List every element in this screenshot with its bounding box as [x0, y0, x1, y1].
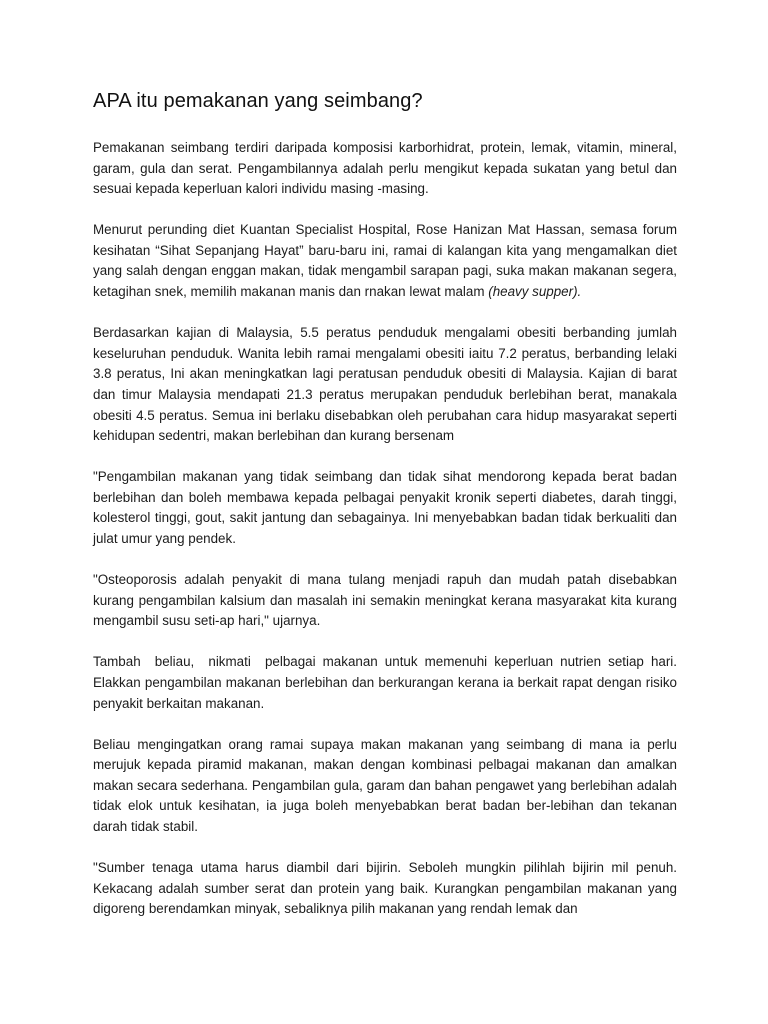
- paragraph-8: "Sumber tenaga utama harus diambil dari bijirin. Seboleh mungkin pilihlah bijirin mil penuh. Kekacang adalah sumber serat dan protein yang baik. Kurangkan pengambilan makanan yang digoreng berendamkan minyak, sebaliknya pilih makanan yang rendah lemak dan: [93, 860, 677, 917]
- paragraph-2: [93, 220, 677, 302]
- paragraph-1: Pemakanan seimbang terdiri daripada komposisi karborhidrat, protein, lemak, vitamin, mineral, garam, gula dan serat. Pengambilannya adalah perlu mengikut kepada sukatan yang betul dan sesuai kepada keperluan kalori individu masing -masing.: [93, 140, 677, 197]
- paragraph-5: "Osteoporosis adalah penyakit di mana tulang menjadi rapuh dan mudah patah disebabkan kurang pengambilan kalsium dan masalah ini semakin meningkat kerana masyarakat kita kurang mengambil susu seti-ap hari," ujarnya.: [93, 572, 677, 629]
- paragraph-2-text: Menurut perunding diet Kuantan Specialist Hospital, Rose Hanizan Mat Hassan, semasa forum kesihatan “Sihat Sepanjang Hayat” baru-baru ini, ramai di kalangan kita yang mengamalkan diet yang salah dengan enggan makan, tidak mengambil sarapan pagi, suka makan makanan segera, ketagihan snek, memilih makanan manis dan rnakan lewat malam: [93, 222, 677, 300]
- paragraph-4: "Pengambilan makanan yang tidak seimbang dan tidak sihat mendorong kepada berat badan berlebihan dan boleh membawa kepada pelbagai penyakit kronik seperti diabetes, darah tinggi, kolesterol tinggi, gout, sakit jantung dan sebagainya. Ini menyebabkan badan tidak berkualiti dan julat umur yang pendek.: [93, 469, 677, 546]
- paragraph-6: Tambah beliau, nikmati pelbagai makanan untuk memenuhi keperluan nutrien setiap hari. Elakkan pengambilan makanan berlebihan dan berkurangan kerana ia berkait rapat dengan risiko penyakit berkaitan makanan.: [93, 654, 681, 711]
- document-page: [93, 86, 681, 940]
- paragraph-3: Berdasarkan kajian di Malaysia, 5.5 peratus penduduk mengalami obesiti berbanding jumlah keseluruhan penduduk. Wanita lebih ramai mengalami obesiti iaitu 7.2 peratus, berbanding lelaki 3.8 peratus, Ini akan meningkatkan lagi peratusan penduduk obesiti di Malaysia. Kajian di barat dan timur Malaysia mendapati 21.3 peratus merupakan penduduk berlebihan berat, manakala obesiti 4.5 peratus. Semua ini berlaku disebabkan oleh perubahan cara hidup masyarakat seperti kehidupan sedentri, makan berlebihan dan kurang bersenam: [93, 325, 677, 444]
- paragraph-7: Beliau mengingatkan orang ramai supaya makan makanan yang seimbang di mana ia perlu merujuk kepada piramid makanan, makan dengan kombinasi pelbagai makanan dan amalkan makan secara sederhana. Pengambilan gula, garam dan bahan pengawet yang berlebihan adalah tidak elok untuk kesihatan, ia juga boleh menyebabkan berat badan ber-lebihan dan tekanan darah tidak stabil.: [93, 736, 677, 835]
- document-title: APA itu pemakanan yang seimbang?: [93, 90, 423, 112]
- paragraph-2-italic: (heavy supper).: [488, 284, 582, 300]
